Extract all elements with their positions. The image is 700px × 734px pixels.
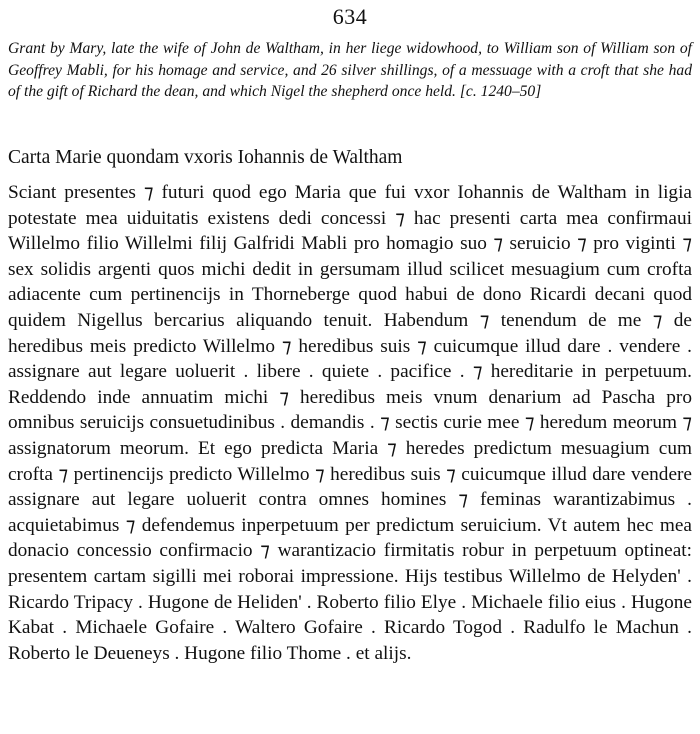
abstract-text: Grant by Mary, late the wife of John de Waltham, in her liege widowhood, to William son of William son of Geoffrey Mabli, for his homage and service, and 26 silver shillings, of a messuage with a croft that she had of the gift of Richard the dean, and which Nigel the shepherd once held. (8, 40, 692, 100)
abstract-date: [c. 1240–50] (459, 83, 542, 100)
charter-text: Sciant presentes ⁊ futuri quod ego Maria que fui vxor Iohannis de Waltham in ligia potestate mea uiduitatis existens dedi concessi ⁊ hac presenti carta mea confirmaui Willelmo filio Willelmi filij Galfridi Mabli pro homagio suo ⁊ seruicio ⁊ pro viginti ⁊ sex solidis argenti quos michi dedit in gersumam illud scilicet mesuagium cum crofta adiacente cum pertinencijs in Thorneberge quod habui de dono Ricardi decani quod quidem Nigellus bercarius aliquando tenuit. Habendum ⁊ tenendum de me ⁊ de heredibus meis predicto Willelmo ⁊ heredibus suis ⁊ cuicumque illud dare . vendere . assignare aut legare uoluerit . libere . quiete . pacifice . ⁊ hereditarie in perpetuum. Reddendo inde annuatim michi ⁊ heredibus meis vnum denarium ad Pascha pro omnibus seruicijs consuetudinibus . demandis . ⁊ sectis curie mee ⁊ heredum meorum ⁊ assignatorum meorum. Et ego predicta Maria ⁊ heredes predictum mesuagium cum crofta ⁊ pertinencijs predicto Willelmo ⁊ heredibus suis ⁊ cuicumque illud dare vendere assignare aut legare uoluerit contra omnes homines ⁊ feminas warantizabimus . acquietabimus ⁊ defendemus inperpetuum per predictum seruicium. Vt autem hec mea donacio concessio confirmacio ⁊ warantizacio firmitatis robur in perpetuum optineat: presentem cartam sigilli mei roborai impressione. Hijs testibus Willelmo de Helyden' . Ricardo Tripacy . Hugone de Heliden' . Roberto filio Elye . Michaele filio eius . Hugone Kabat . Michaele Gofaire . Waltero Gofaire . Ricardo Togod . Radulfo le Machun . Roberto le Deueneys . Hugone filio Thome . et alijs. (8, 182, 692, 664)
page-number: 634 (332, 4, 368, 29)
charter-heading: Carta Marie quondam vxoris Iohannis de Waltham (8, 147, 403, 168)
charter-abstract (8, 38, 692, 103)
